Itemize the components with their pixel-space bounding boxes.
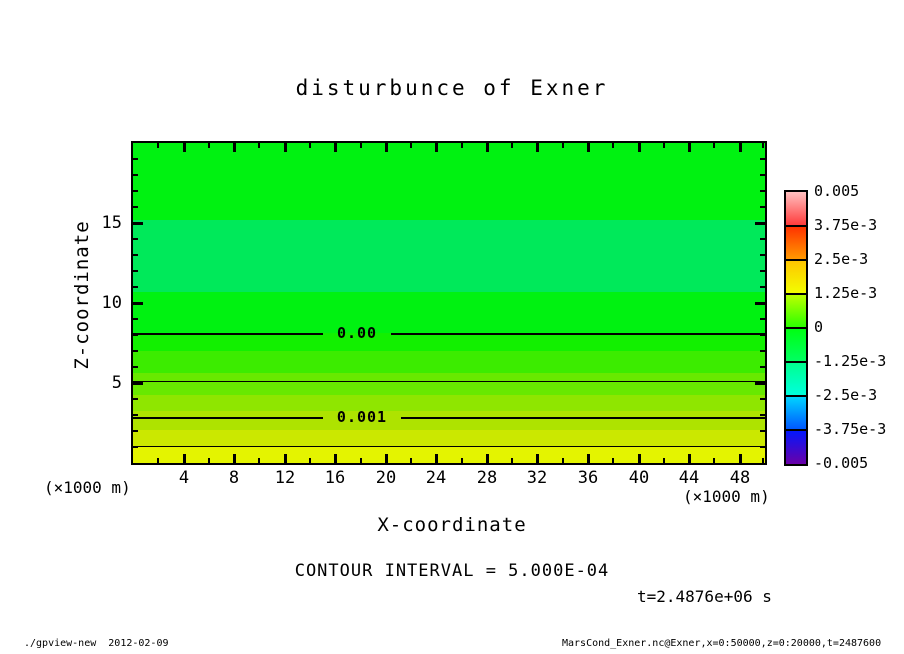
colorbar-segment xyxy=(786,192,806,226)
y-minor-tick xyxy=(133,174,138,176)
x-tick-label: 36 xyxy=(577,468,599,488)
x-major-tick xyxy=(638,454,641,463)
plot-frame xyxy=(131,141,767,465)
x-minor-tick xyxy=(208,458,210,463)
x-major-tick xyxy=(536,454,539,463)
x-minor-tick xyxy=(511,143,513,148)
colorbar-segment xyxy=(786,362,806,396)
y-minor-tick xyxy=(760,398,765,400)
y-tick-label: 15 xyxy=(101,213,122,233)
y-minor-tick xyxy=(760,286,765,288)
y-major-tick xyxy=(133,222,143,225)
x-minor-tick xyxy=(612,458,614,463)
y-minor-tick xyxy=(133,190,138,192)
x-minor-tick xyxy=(410,458,412,463)
fill-band xyxy=(133,143,765,220)
x-minor-tick xyxy=(258,458,260,463)
x-minor-tick xyxy=(663,458,665,463)
x-major-tick xyxy=(587,454,590,463)
colorbar-segment xyxy=(786,430,806,464)
x-minor-tick xyxy=(410,143,412,148)
x-minor-tick xyxy=(713,458,715,463)
x-tick-label: 28 xyxy=(476,468,498,488)
time-annotation: t=2.4876e+06 s xyxy=(637,587,772,606)
x-minor-tick xyxy=(461,143,463,148)
y-minor-tick xyxy=(760,270,765,272)
y-minor-tick xyxy=(133,398,138,400)
y-minor-tick xyxy=(133,158,138,160)
x-tick-label: 16 xyxy=(324,468,346,488)
contour-line xyxy=(391,333,765,335)
x-tick-label: 32 xyxy=(526,468,548,488)
fill-band xyxy=(133,373,765,395)
y-minor-tick xyxy=(133,238,138,240)
colorbar-tick-label: 2.5e-3 xyxy=(814,250,869,268)
x-minor-tick xyxy=(762,143,764,148)
x-major-tick xyxy=(435,143,438,152)
y-minor-tick xyxy=(760,190,765,192)
y-minor-tick xyxy=(760,174,765,176)
x-minor-tick xyxy=(511,458,513,463)
y-minor-tick xyxy=(133,206,138,208)
x-minor-tick xyxy=(762,458,764,463)
x-major-tick xyxy=(486,143,489,152)
y-minor-tick xyxy=(133,366,138,368)
contour-label: 0.001 xyxy=(336,408,388,426)
fill-band xyxy=(133,333,765,351)
fill-band xyxy=(133,220,765,292)
colorbar-tick-label: 0.005 xyxy=(814,182,860,200)
colorbar-divider xyxy=(786,259,806,261)
colorbar-divider xyxy=(786,429,806,431)
x-major-tick xyxy=(183,143,186,152)
y-minor-tick xyxy=(760,430,765,432)
footer-command-text: ./gpview-new 2012-02-09 xyxy=(24,638,169,649)
x-major-tick xyxy=(638,143,641,152)
x-tick-label: 12 xyxy=(274,468,296,488)
x-minor-tick xyxy=(562,458,564,463)
y-minor-tick xyxy=(760,254,765,256)
x-minor-tick xyxy=(360,458,362,463)
colorbar-divider xyxy=(786,395,806,397)
y-minor-tick xyxy=(760,334,765,336)
x-major-tick xyxy=(284,454,287,463)
y-minor-tick xyxy=(133,350,138,352)
x-minor-tick xyxy=(309,458,311,463)
fill-band xyxy=(133,292,765,333)
x-tick-label: 44 xyxy=(678,468,700,488)
fill-band xyxy=(133,430,765,447)
y-minor-tick xyxy=(760,446,765,448)
x-tick-label: 4 xyxy=(178,468,190,488)
chart-title: disturbunce of Exner xyxy=(295,76,609,100)
x-major-tick xyxy=(284,143,287,152)
x-major-tick xyxy=(688,454,691,463)
x-minor-tick xyxy=(157,458,159,463)
contour-line xyxy=(133,417,323,419)
y-minor-tick xyxy=(133,318,138,320)
colorbar-divider xyxy=(786,225,806,227)
x-minor-tick xyxy=(208,143,210,148)
x-major-tick xyxy=(435,454,438,463)
colorbar-tick-label: -1.25e-3 xyxy=(814,352,887,370)
y-tick-label: 5 xyxy=(111,373,122,393)
y-major-tick xyxy=(755,222,765,225)
x-minor-tick xyxy=(562,143,564,148)
y-minor-tick xyxy=(133,270,138,272)
x-major-tick xyxy=(334,143,337,152)
y-axis-title: Z-coordinate xyxy=(71,220,93,370)
x-minor-tick xyxy=(258,143,260,148)
colorbar-tick-label: -2.5e-3 xyxy=(814,386,878,404)
y-minor-tick xyxy=(133,334,138,336)
y-minor-tick xyxy=(760,366,765,368)
x-major-tick xyxy=(385,454,388,463)
colorbar-segment xyxy=(786,226,806,260)
x-major-tick xyxy=(233,454,236,463)
y-minor-tick xyxy=(760,158,765,160)
colorbar xyxy=(784,190,808,466)
x-minor-tick xyxy=(713,143,715,148)
colorbar-divider xyxy=(786,293,806,295)
colorbar-divider xyxy=(786,361,806,363)
fill-band xyxy=(133,411,765,430)
colorbar-divider xyxy=(786,327,806,329)
fill-band xyxy=(133,351,765,373)
colorbar-segment xyxy=(786,396,806,430)
x-minor-tick xyxy=(461,458,463,463)
y-minor-tick xyxy=(133,430,138,432)
footer-source-text: MarsCond_Exner.nc@Exner,x=0:50000,z=0:20000,t=2487600 xyxy=(562,638,882,649)
y-major-tick xyxy=(133,382,143,385)
x-major-tick xyxy=(486,454,489,463)
contour-line xyxy=(401,417,765,419)
y-tick-label: 10 xyxy=(101,293,122,313)
x-minor-tick xyxy=(309,143,311,148)
colorbar-tick-label: -3.75e-3 xyxy=(814,420,887,438)
x-tick-label: 24 xyxy=(425,468,447,488)
x-minor-tick xyxy=(663,143,665,148)
y-minor-tick xyxy=(760,238,765,240)
colorbar-segment xyxy=(786,294,806,328)
x-axis-title: X-coordinate xyxy=(377,514,527,536)
contour-line xyxy=(133,446,765,447)
x-axis-unit-right: (×1000 m) xyxy=(683,487,770,506)
x-major-tick xyxy=(739,454,742,463)
y-major-tick xyxy=(755,302,765,305)
x-axis-unit-left: (×1000 m) xyxy=(44,478,131,497)
contour-interval-note: CONTOUR INTERVAL = 5.000E-04 xyxy=(294,561,610,581)
y-minor-tick xyxy=(133,446,138,448)
x-tick-label: 40 xyxy=(628,468,650,488)
contour-label: 0.00 xyxy=(336,324,378,342)
colorbar-tick-label: -0.005 xyxy=(814,454,869,472)
x-major-tick xyxy=(688,143,691,152)
x-major-tick xyxy=(587,143,590,152)
fill-band xyxy=(133,447,765,463)
contour-line xyxy=(133,333,323,335)
contour-line xyxy=(133,381,765,382)
x-major-tick xyxy=(334,454,337,463)
y-minor-tick xyxy=(133,254,138,256)
plot-area xyxy=(133,143,765,463)
colorbar-tick-label: 3.75e-3 xyxy=(814,216,878,234)
x-major-tick xyxy=(385,143,388,152)
x-major-tick xyxy=(739,143,742,152)
colorbar-tick-label: 1.25e-3 xyxy=(814,284,878,302)
x-major-tick xyxy=(233,143,236,152)
x-tick-label: 48 xyxy=(729,468,751,488)
colorbar-tick-label: 0 xyxy=(814,318,824,336)
x-major-tick xyxy=(536,143,539,152)
colorbar-segment xyxy=(786,260,806,294)
x-minor-tick xyxy=(157,143,159,148)
x-minor-tick xyxy=(360,143,362,148)
x-tick-label: 8 xyxy=(228,468,240,488)
colorbar-segment xyxy=(786,328,806,362)
y-minor-tick xyxy=(133,286,138,288)
y-minor-tick xyxy=(760,206,765,208)
x-minor-tick xyxy=(612,143,614,148)
y-major-tick xyxy=(755,382,765,385)
fill-band xyxy=(133,395,765,411)
y-major-tick xyxy=(133,302,143,305)
x-major-tick xyxy=(183,454,186,463)
y-minor-tick xyxy=(760,350,765,352)
y-minor-tick xyxy=(133,414,138,416)
y-minor-tick xyxy=(760,318,765,320)
x-tick-label: 20 xyxy=(375,468,397,488)
y-minor-tick xyxy=(760,414,765,416)
